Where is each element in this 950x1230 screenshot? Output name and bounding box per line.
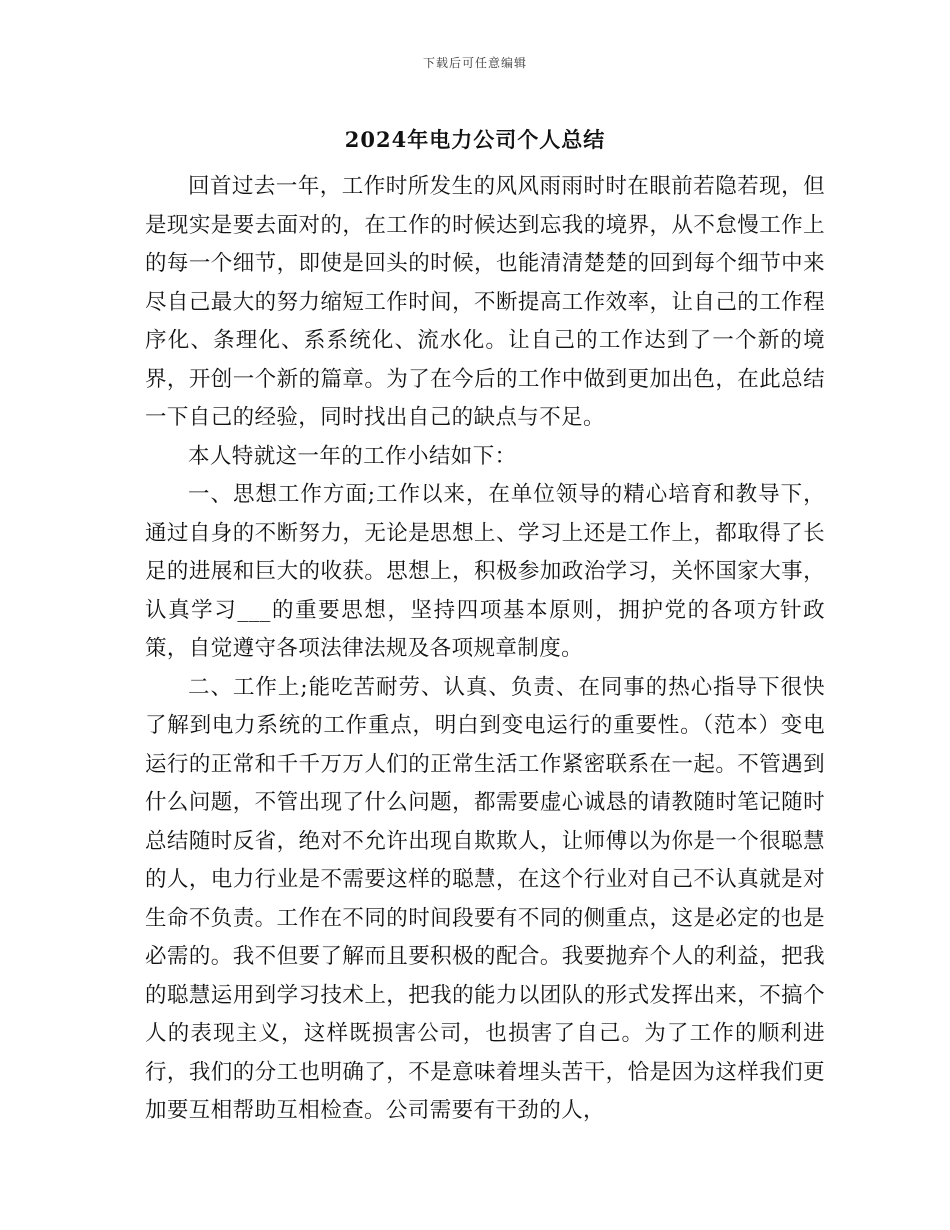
header-note: 下载后可任意编辑 — [422, 56, 527, 70]
document-body — [145, 168, 825, 1131]
paragraph-work: 二、工作上;能吃苦耐劳、认真、负责、在同事的热心指导下很快了解到电力系统的工作重点，明白到变电运行的重要性。（范本）变电运行的正常和千千万万人们的正常生活工作紧密联系在一起。不管遇到什么问题，不管出现了什么问题，都需要虚心诚恳的请教随时笔记随时总结随时反省，绝对不允许出现自欺欺人，让师傅以为你是一个很聪慧的人，电力行业是不需要这样的聪慧，在这个行业对自己不认真就是对生命不负责。工作在不同的时间段要有不同的侧重点，这是必定的也是必需的。我不但要了解而且要积极的配合。我要抛弃个人的利益，把我的聪慧运用到学习技术上，把我的能力以团队的形式发挥出来，不搞个人的表现主义，这样既损害公司，也损害了自己。为了工作的顺利进行，我们的分工也明确了，不是意味着埋头苦干，恰是因为这样我们更加要互相帮助互相检查。公司需要有干劲的人， — [145, 674, 825, 1123]
document-title: 2024年电力公司个人总结 — [344, 127, 606, 152]
paragraph-summary-lead: 本人特就这一年的工作小结如下： — [188, 443, 517, 469]
paragraph-intro: 回首过去一年，工作时所发生的风风雨雨时时在眼前若隐若现，但是现实是要去面对的，在工作的时候达到忘我的境界，从不怠慢工作上的每一个细节，即使是回头的时候，也能清清楚楚的回到每个细节中来尽自己最大的努力缩短工作时间，不断提高工作效率，让自己的工作程序化、条理化、系系统化、流水化。让自己的工作达到了一个新的境界，开创一个新的篇章。为了在今后的工作中做到更加出色，在此总结一下自己的经验，同时找出自己的缺点与不足。 — [145, 174, 825, 430]
paragraph-thought-work: 一、思想工作方面;工作以来，在单位领导的精心培育和教导下，通过自身的不断努力，无论是思想上、学习上还是工作上，都取得了长足的进展和巨大的收获。思想上，积极参加政治学习，关怀国家大事，认真学习___的重要思想，坚持四项基本原则，拥护党的各项方针政策，自觉遵守各项法律法规及各项规章制度。 — [145, 482, 825, 661]
